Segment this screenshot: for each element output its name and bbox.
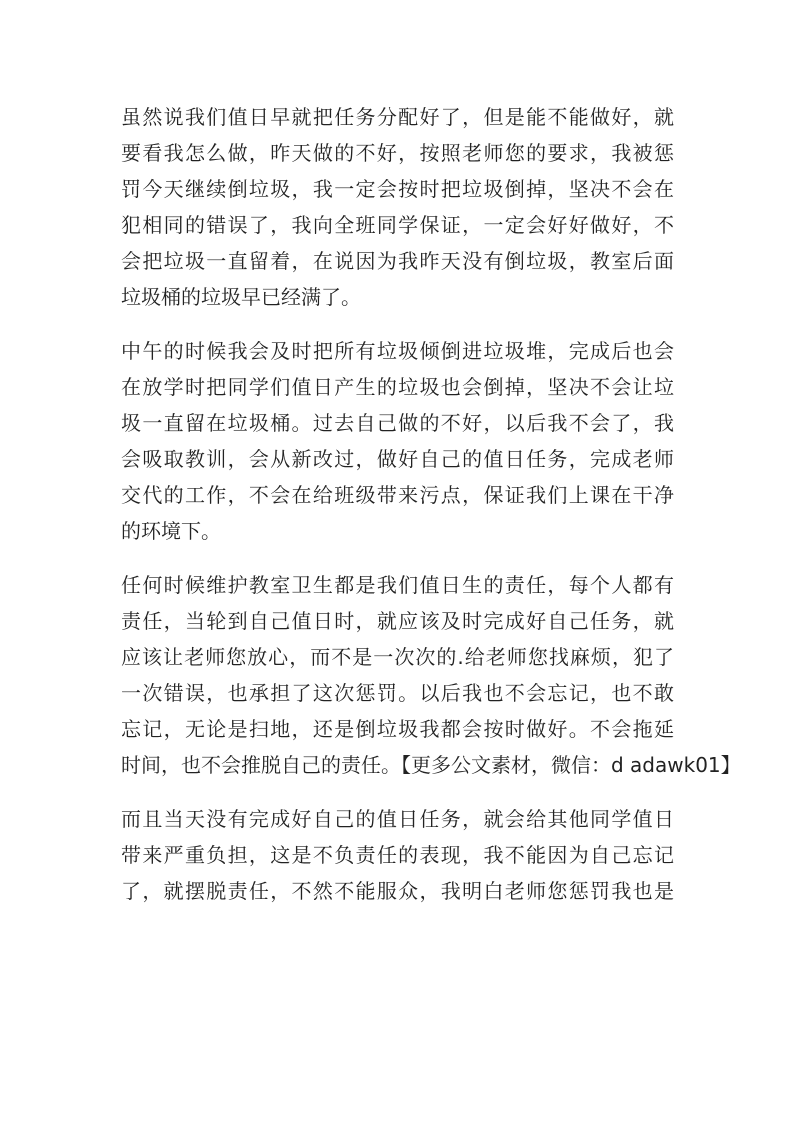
paragraph-line: 而且当天没有完成好自己的值日任务，就会给其他同学值日 xyxy=(121,807,674,831)
paragraph-line: 会吸取教训，会从新改过，做好自己的值日任务，完成老师 xyxy=(121,447,674,471)
paragraph-line: 了，就摆脱责任，不然不能服众，我明白老师您惩罚我也是 xyxy=(121,879,674,903)
paragraph-line: 交代的工作，不会在给班级带来污点，保证我们上课在干净 xyxy=(121,483,674,507)
paragraph-line: 任何时候维护教室卫生都是我们值日生的责任，每个人都有 xyxy=(121,573,674,597)
paragraph-line: 带来严重负担，这是不负责任的表现，我不能因为自己忘记 xyxy=(121,843,674,867)
paragraph-line: 应该让老师您放心，而不是一次次的.给老师您找麻烦，犯了 xyxy=(121,645,674,669)
paragraph-line: 虽然说我们值日早就把任务分配好了，但是能不能做好，就 xyxy=(121,105,674,129)
paragraph-1 xyxy=(121,99,674,315)
paragraph-line: 中午的时候我会及时把所有垃圾倾倒进垃圾堆，完成后也会 xyxy=(121,339,674,363)
paragraph-line: 在放学时把同学们值日产生的垃圾也会倒掉，坚决不会让垃 xyxy=(121,375,674,399)
paragraph-line: 圾一直留在垃圾桶。过去自己做的不好，以后我不会了，我 xyxy=(121,411,674,435)
paragraph-4 xyxy=(121,801,674,909)
paragraph-line: 罚今天继续倒垃圾，我一定会按时把垃圾倒掉，坚决不会在 xyxy=(121,177,674,201)
paragraph-2 xyxy=(121,333,674,549)
paragraph-line: 忘记，无论是扫地，还是倒垃圾我都会按时做好。不会拖延 xyxy=(121,717,674,741)
paragraph-line: 的环境下。 xyxy=(121,519,221,543)
document-body xyxy=(121,99,741,927)
paragraph-3 xyxy=(121,567,741,783)
paragraph-line-with-promo: 时间，也不会推脱自己的责任。【更多公文素材，微信：d adawk01】 xyxy=(121,753,741,777)
paragraph-line: 垃圾桶的垃圾早已经满了。 xyxy=(121,285,361,309)
paragraph-line: 责任，当轮到自己值日时，就应该及时完成好自己任务，就 xyxy=(121,609,674,633)
paragraph-line: 要看我怎么做，昨天做的不好，按照老师您的要求，我被惩 xyxy=(121,141,674,165)
paragraph-line: 犯相同的错误了，我向全班同学保证，一定会好好做好，不 xyxy=(121,213,674,237)
paragraph-line: 一次错误，也承担了这次惩罚。以后我也不会忘记，也不敢 xyxy=(121,681,674,705)
paragraph-line: 会把垃圾一直留着，在说因为我昨天没有倒垃圾，教室后面 xyxy=(121,249,674,273)
